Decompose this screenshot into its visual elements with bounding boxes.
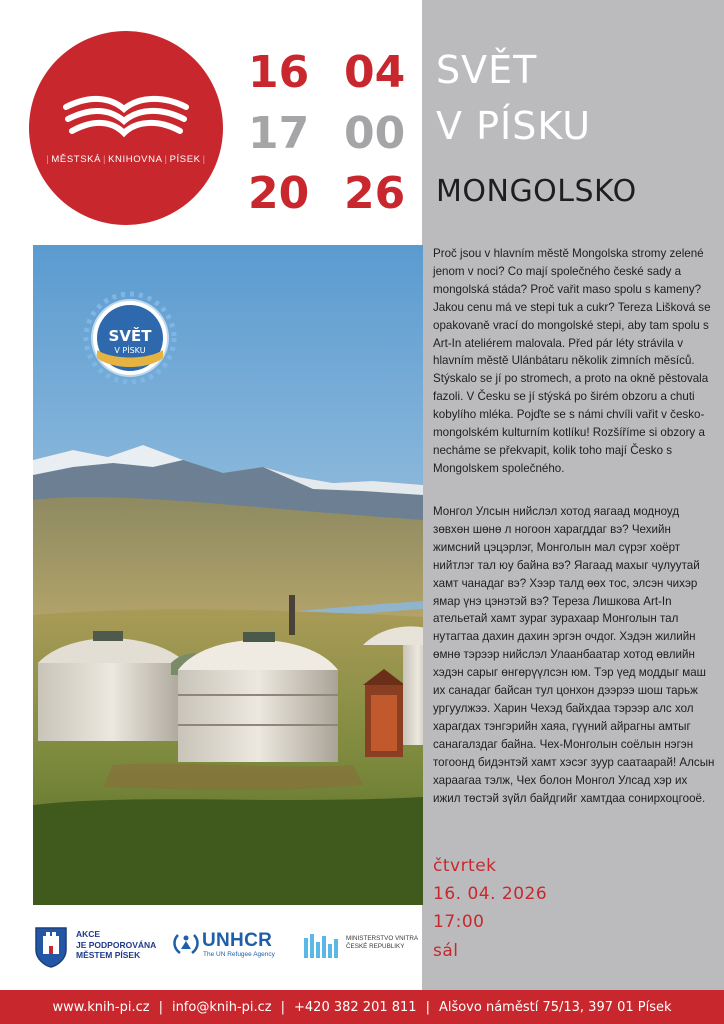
logo-word-1: MĚSTSKÁ xyxy=(51,154,102,165)
footer-divider: | xyxy=(280,999,286,1015)
footer-email-link[interactable]: info@knih-pi.cz xyxy=(171,999,272,1015)
city-support-line-1: AKCE xyxy=(76,929,101,939)
unhcr-laurel-icon xyxy=(172,931,200,955)
year-part-b: 26 xyxy=(344,168,406,219)
svet-v-pisku-badge xyxy=(82,290,178,386)
event-date: 16. 04. 2026 xyxy=(433,884,548,904)
ministry-line-2: ČESKÉ REPUBLIKY xyxy=(346,943,405,950)
unhcr-subtitle: The UN Refugee Agency xyxy=(203,951,275,958)
contact-footer xyxy=(0,990,724,1024)
ministry-text xyxy=(346,935,418,951)
event-subtitle: MONGOLSKO xyxy=(436,174,637,209)
badge-line-1: SVĚT xyxy=(108,327,152,345)
date-month: 04 xyxy=(344,47,406,98)
event-title-line-2: V PÍSKU xyxy=(436,104,592,148)
city-support-line-3: MĚSTEM PÍSEK xyxy=(76,950,141,960)
event-title-line-1: SVĚT xyxy=(436,48,538,92)
time-hour-minute xyxy=(248,108,432,159)
date-day-month xyxy=(248,47,432,98)
footer-divider: | xyxy=(425,999,430,1015)
event-place: sál xyxy=(433,941,459,961)
footer-address: Alšovo náměstí 75/13, 397 01 Písek xyxy=(438,999,672,1015)
logo-text: | MĚSTSKÁ | KNIHOVNA | PÍSEK | xyxy=(46,154,206,165)
date-day: 16 xyxy=(248,47,310,98)
pisek-coat-of-arms-icon xyxy=(34,926,68,968)
ministry-logo-icon xyxy=(303,930,341,960)
city-support-text xyxy=(76,929,156,961)
library-logo[interactable] xyxy=(29,31,223,225)
ministry-line-1: MINISTERSTVO VNITRA xyxy=(346,935,419,942)
date-year xyxy=(248,168,432,219)
description-czech: Proč jsou v hlavním městě Mongolska stromy zelené jenom v noci? Co mají společného české sady a mongolská stáda? Proč vařit maso spolu s kameny? Jakou cenu má ve stepi tuk a cukr? Tereza Lišková se opakovaně vrací do mongolské stepi, aby tam spolu s Art-In ateliérem malovala. Před pár léty strávila v hlavním městě Ulánbátaru několik zimních měsíců. Stýskalo se jí po stromech, a proto na okně pěstovala fazoli. V Česku se jí stýská po širém obzoru a chuti kobylího mléka. Pojďte se s námi chvíli vařit v česko-mongolském kulturním kotlíku! Rozšíříme si obzory a necháme se překvapit, kolik toho mají Česko s Mongolskem společného. xyxy=(433,247,711,475)
open-book-icon xyxy=(62,93,190,141)
footer-website-link[interactable]: www.knih-pi.cz xyxy=(52,999,150,1015)
footer-divider: | xyxy=(158,999,163,1015)
description-mongolian: Монгол Улсын нийслэл хотод яагаад модноуд зөвхөн шөнө л ногоон харагддаг вэ? Чехийн жимсний цэцэрлэг, Монголын мал сүрэг хоёрт нийтлэг тал юу байна вэ? Яагаад махыг чулуутай хамт чанадаг вэ? Хээр талд өөх тос, элсэн чихэр ямар үнэ цэнэтэй вэ? Тереза Лишкова Art-In ательетай хамт зураг зурахаар Монголын тал нутагтаа дахин дахин эргэн очдог. Хэдэн жилийн өмнө тэрээр нийслэл Улаанбаатар хотод өвлийн хэдэн сарыг өнгөрүүлсэн юм. Тэр үед моддыг маш их санадаг байсан тул цонхон дээрээ шош тарьж ургуулжээ. Харин Чехэд байхдаа тэрээр алс хол харагдах тэнгэрийн хаяа, гүүний айрагны амтыг санагалздаг байна. Чех-Монголын соёлын нэгэн тогоонд бидэнтэй хамт хэсэг зуур саатаарай! Алсын хараагаа тэлж, Чех болон Монгол Улсад хэр их ижил төстэй зүйл байдгийг хамтдаа сонирхоцгооё. xyxy=(433,505,715,805)
footer-phone-link[interactable]: +420 382 201 811 xyxy=(294,999,417,1015)
time-hour: 17 xyxy=(248,108,310,159)
time-minute: 00 xyxy=(344,108,406,159)
badge-line-2: V PÍSKU xyxy=(114,346,146,355)
event-weekday: čtvrtek xyxy=(433,856,497,876)
grey-side-panel xyxy=(422,0,724,990)
unhcr-logo-text: UNHCR xyxy=(202,930,273,951)
city-support-line-2: JE PODPOROVÁNA xyxy=(76,939,157,950)
event-time: 17:00 xyxy=(433,912,485,932)
logo-word-2: KNIHOVNA xyxy=(108,154,163,165)
logo-word-3: PÍSEK xyxy=(169,154,201,165)
year-part-a: 20 xyxy=(248,168,310,219)
